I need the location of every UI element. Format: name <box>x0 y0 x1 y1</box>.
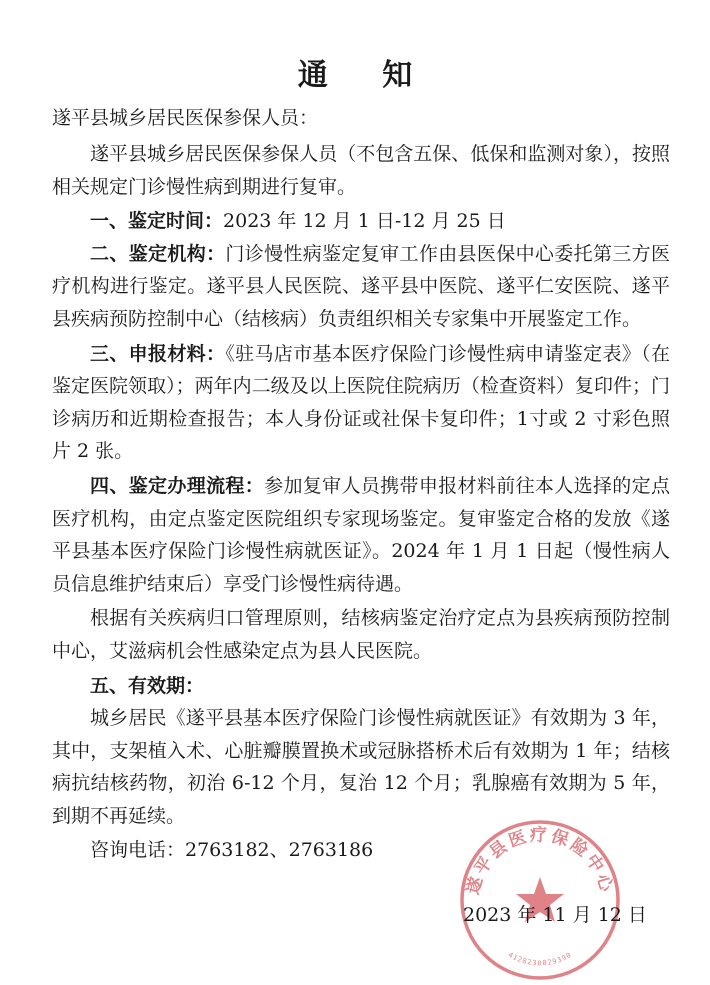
issue-date: 2023 年 11 月 12 日 <box>463 904 647 926</box>
validity-paragraph: 城乡居民《遂平县基本医疗保险门诊慢性病就医证》有效期为 3 年，其中，支架植入术、心脏瓣膜置换术或冠脉搭桥术后有效期为 1 年；结核病抗结核药物，初治 6-12 个月，复治 12 个月；乳腺癌有效期为 5 年，到期不再延续。 <box>52 707 670 827</box>
section-time <box>52 205 670 238</box>
section-heading: 五、有效期： <box>90 674 205 697</box>
section-materials <box>52 338 670 468</box>
intro-paragraph: 遂平县城乡居民医保参保人员（不包含五保、低保和监测对象），按照相关规定门诊慢性病到期进行复审。 <box>52 143 670 198</box>
page-title: 通 知 <box>297 58 435 93</box>
section-validity-heading <box>52 670 670 703</box>
svg-text:遂平县医疗保险中心: 遂平县医疗保险中心 <box>463 825 617 897</box>
section-text: 门诊慢性病鉴定复审工作由县医保中心委托第三方医疗机构进行鉴定。遂平县人民医院、遂平县中医院、遂平仁安医院、遂平县疾病预防控制中心（结核病）负责组织相关专家集中开展鉴定工作。 <box>52 242 670 330</box>
section-heading: 一、鉴定时间： <box>90 210 224 233</box>
contact-line: 咨询电话：2763182、2763186 <box>90 839 374 862</box>
section-text: 2023 年 12 月 1 日-12 月 25 日 <box>223 210 506 233</box>
notice-body <box>52 138 670 867</box>
section-text: 《驻马店市基本医疗保险门诊慢性病申请鉴定表》（在鉴定医院领取）；两年内二级及以上医院住院病历（检查资料）复印件；门诊病历和近期检查报告；本人身份证或社保卡复印件；1寸或 2 寸彩色照片 2 张。 <box>52 342 670 463</box>
section-heading: 四、鉴定办理流程： <box>90 474 265 497</box>
section-heading: 三、申报材料： <box>90 342 226 365</box>
addressee: 遂平县城乡居民医保参保人员： <box>52 107 319 129</box>
svg-text:4128230029390: 4128230029390 <box>506 950 574 968</box>
section-heading: 二、鉴定机构： <box>90 242 226 265</box>
section-institution <box>52 238 670 336</box>
section-text: 参加复审人员携带申报材料前往本人选择的定点医疗机构，由定点鉴定医院组织专家现场鉴定。复审鉴定合格的发放《遂平县基本医疗保险门诊慢性病就医证》。2024 年 1 月 1 日起（慢性病人员信息维护结束后）享受门诊慢性病待遇。 <box>52 474 670 595</box>
principle-paragraph: 根据有关疾病归口管理原则，结核病鉴定治疗定点为县疾病预防控制中心，艾滋病机会性感染定点为县人民医院。 <box>52 607 670 662</box>
section-process <box>52 470 670 600</box>
